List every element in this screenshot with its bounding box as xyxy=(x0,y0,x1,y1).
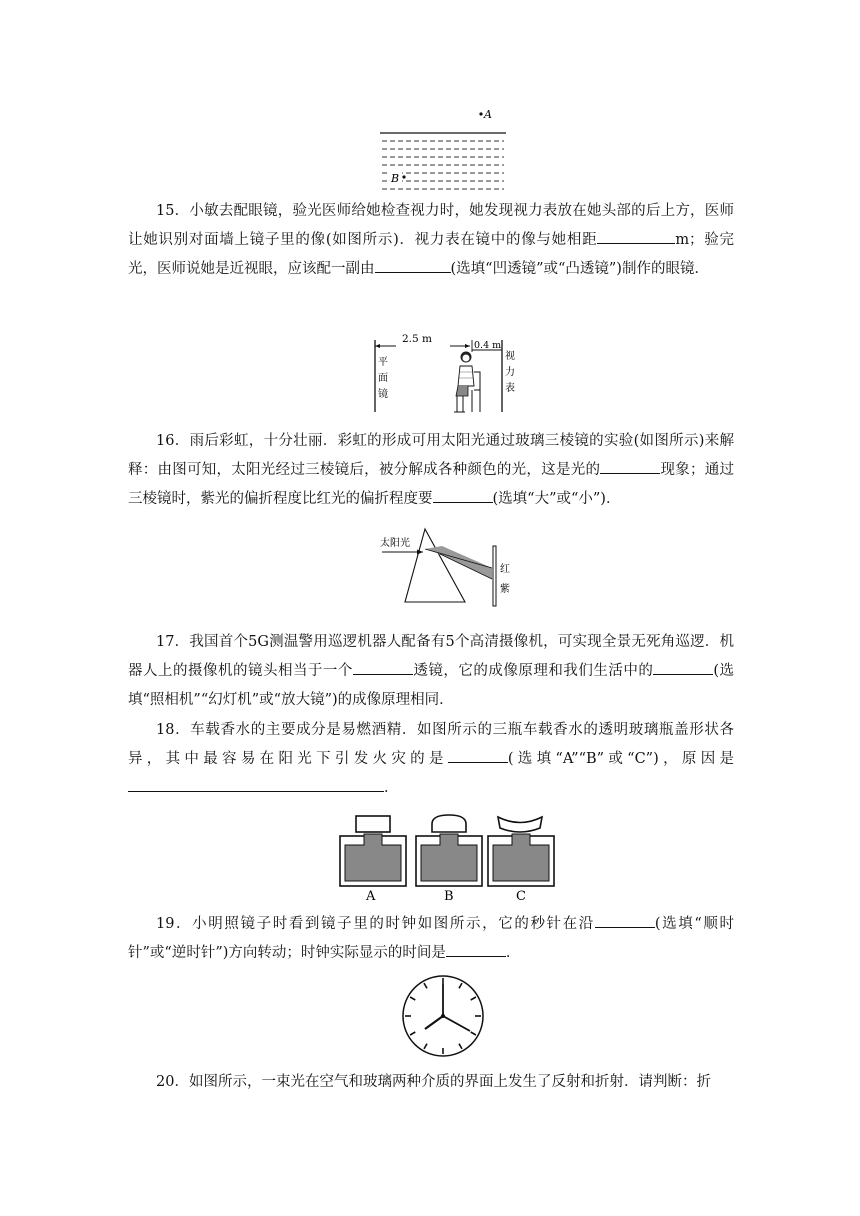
answer-blank[interactable] xyxy=(653,660,713,675)
svg-text:镜: 镜 xyxy=(378,389,388,400)
question-19: 19．小明照镜子时看到镜子里的时钟如图所示，它的秒针在沿 (选填“顺时针”或“逆时针”)方向转动；时钟实际显示的时间是 ． xyxy=(128,910,734,968)
question-17: 17．我国首个5G测温警用巡逻机器人配备有5个高清摄像机，可实现全景无死角巡逻．机器人上的摄像机的镜头相当于一个 透镜，它的成像原理和我们生活中的 (选填“照相机”“幻灯机”或“放大镜”)的成像原理相同． xyxy=(128,634,735,708)
question-15: 15．小敏去配眼镜，验光医师给她检查视力时，她发现视力表放在她头部的后上方，医师让她识别对面墙上镜子里的像(如图所示)．视力表在镜中的像与她相距 m；验完光，医师说她是近视眼，应该配一副由 (选填“凹透镜”或“凸透镜”)制作的眼镜． xyxy=(128,203,734,277)
svg-text:平: 平 xyxy=(378,357,388,368)
question-20: 20．如图所示，一束光在空气和玻璃两种介质的界面上发生了反射和折射．请判断：折 xyxy=(156,1074,711,1090)
distance-small: 0.4 m xyxy=(474,340,502,351)
answer-blank[interactable] xyxy=(353,660,413,675)
point-a-label: A xyxy=(484,108,492,121)
girl-icon xyxy=(454,352,480,413)
sunlight-label: 太阳光 xyxy=(380,538,410,549)
bottle-c xyxy=(488,817,554,886)
clock-figure xyxy=(400,973,486,1059)
red-label: 红 xyxy=(500,564,510,575)
answer-blank[interactable] xyxy=(446,942,506,957)
question-16: 16．雨后彩虹，十分壮丽．彩虹的形成可用太阳光通过玻璃三棱镜的实验(如图所示)来解释：由图可知，太阳光经过三棱镜后，被分解成各种颜色的光，这是光的 现象；通过三棱镜时，紫光的偏折程度比红光的偏折程度要 (选填“大”或“小”)． xyxy=(128,433,735,507)
prism-figure xyxy=(368,524,528,608)
svg-text:表: 表 xyxy=(505,383,515,394)
eye-test-figure xyxy=(368,332,528,416)
answer-blank[interactable] xyxy=(595,913,655,928)
svg-text:B: B xyxy=(444,889,454,904)
distance-total: 2.5 m xyxy=(402,333,432,345)
svg-text:面: 面 xyxy=(378,373,388,384)
water-figure xyxy=(378,104,510,192)
svg-text:C: C xyxy=(516,889,526,904)
question-18: 18．车载香水的主要成分是易燃酒精．如图所示的三瓶车载香水的透明玻璃瓶盖形状各异，其中最容易在阳光下引发火灾的是 (选填“A”“B”或“C”)，原因是． xyxy=(128,722,735,796)
answer-blank[interactable] xyxy=(600,459,660,474)
violet-label: 紫 xyxy=(500,584,510,595)
bottle-a xyxy=(340,816,406,886)
point-b-label: B xyxy=(391,172,400,185)
answer-blank[interactable] xyxy=(448,748,508,763)
svg-text:视: 视 xyxy=(505,351,515,362)
answer-blank[interactable] xyxy=(433,488,493,503)
answer-blank[interactable] xyxy=(128,777,384,792)
perfume-bottles-figure xyxy=(336,812,556,904)
svg-text:A: A xyxy=(366,889,376,904)
bottle-b xyxy=(416,815,482,886)
answer-blank[interactable] xyxy=(375,258,451,273)
svg-text:力: 力 xyxy=(505,367,515,378)
answer-blank[interactable] xyxy=(597,229,675,244)
